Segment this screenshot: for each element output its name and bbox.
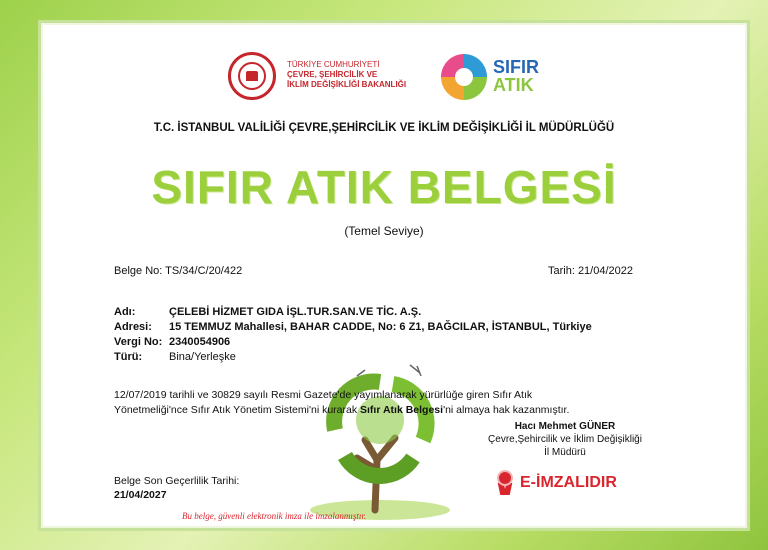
signatory-title-2: İl Müdürü — [544, 447, 586, 458]
recycle-tree-illustration — [305, 360, 455, 520]
stamp-text: E-İMZALIDIR — [520, 474, 617, 491]
ministry-line-2: ÇEVRE, ŞEHİRCİLİK VE — [287, 70, 378, 79]
zero-waste-logo-text — [493, 58, 539, 94]
type-label: Türü: — [114, 351, 143, 363]
zero-waste-logo-icon — [441, 54, 487, 100]
signatory-name: Hacı Mehmet GÜNER — [514, 421, 616, 432]
ministry-line-1: TÜRKİYE CUMHURİYETİ — [287, 60, 380, 69]
certificate-paragraph — [114, 388, 634, 418]
zero-waste-line-2: ATIK — [493, 75, 534, 95]
ribbon-medal-icon — [494, 470, 516, 496]
paragraph-line-1: 12/07/2019 tarihli ve 30829 sayılı Resmi Gazete'de yayımlanarak yürürlüğe giren Sıfır Atık — [114, 389, 533, 401]
validity-label: Belge Son Geçerlilik Tarihi: — [114, 475, 240, 487]
type-value: Bina/Yerleşke — [169, 351, 236, 363]
validity-value: 21/04/2027 — [114, 489, 167, 501]
address-value: 15 TEMMUZ Mahallesi, BAHAR CADDE, No: 6 Z1, BAĞCILAR, İSTANBUL, Türkiye — [169, 321, 592, 333]
directorate-heading: T.C. İSTANBUL VALİLİĞİ ÇEVRE,ŞEHİRCİLİK VE İKLİM DEĞİŞİKLİĞİ İL MÜDÜRLÜĞÜ — [153, 122, 615, 134]
name-value: ÇELEBİ HİZMET GIDA İŞL.TUR.SAN.VE TİC. A.Ş. — [169, 306, 422, 318]
paragraph-line-2 — [114, 403, 634, 418]
paragraph-line-2-end: 'ni almaya hak kazanmıştır. — [443, 404, 570, 416]
ministry-seal-icon — [228, 52, 276, 100]
certificate-date: Tarih: 21/04/2022 — [547, 265, 633, 277]
certificate-title: SIFIR ATIK BELGESİ — [151, 161, 617, 213]
certificate-level: (Temel Seviye) — [344, 224, 424, 238]
name-label: Adı: — [114, 306, 136, 318]
paragraph-line-2-bold: Sıfır Atık Belgesi — [360, 404, 444, 416]
paragraph-line-2-start: Yönetmeliği'nce Sıfır Atık Yönetim Sistemi'ni kurarak — [114, 404, 361, 416]
header-logos — [0, 48, 768, 108]
e-signature-stamp — [494, 470, 617, 496]
signatory-title-1: Çevre,Şehircilik ve İklim Değişikliği — [488, 434, 642, 445]
zero-waste-line-1: SIFIR — [493, 57, 540, 77]
footer-note: Bu belge, güvenli elektronik imza ile imzalanmıştır. — [182, 511, 367, 521]
validity-block — [114, 474, 239, 502]
tax-label: Vergi No: — [114, 336, 163, 348]
ministry-line-3: İKLİM DEĞİŞİKLİĞİ BAKANLIĞI — [287, 80, 407, 89]
address-label: Adresi: — [114, 321, 152, 333]
tax-value: 2340054906 — [169, 336, 231, 348]
ministry-name — [287, 60, 406, 90]
signatory-block — [460, 420, 670, 459]
certificate-number: Belge No: TS/34/C/20/422 — [114, 265, 243, 277]
